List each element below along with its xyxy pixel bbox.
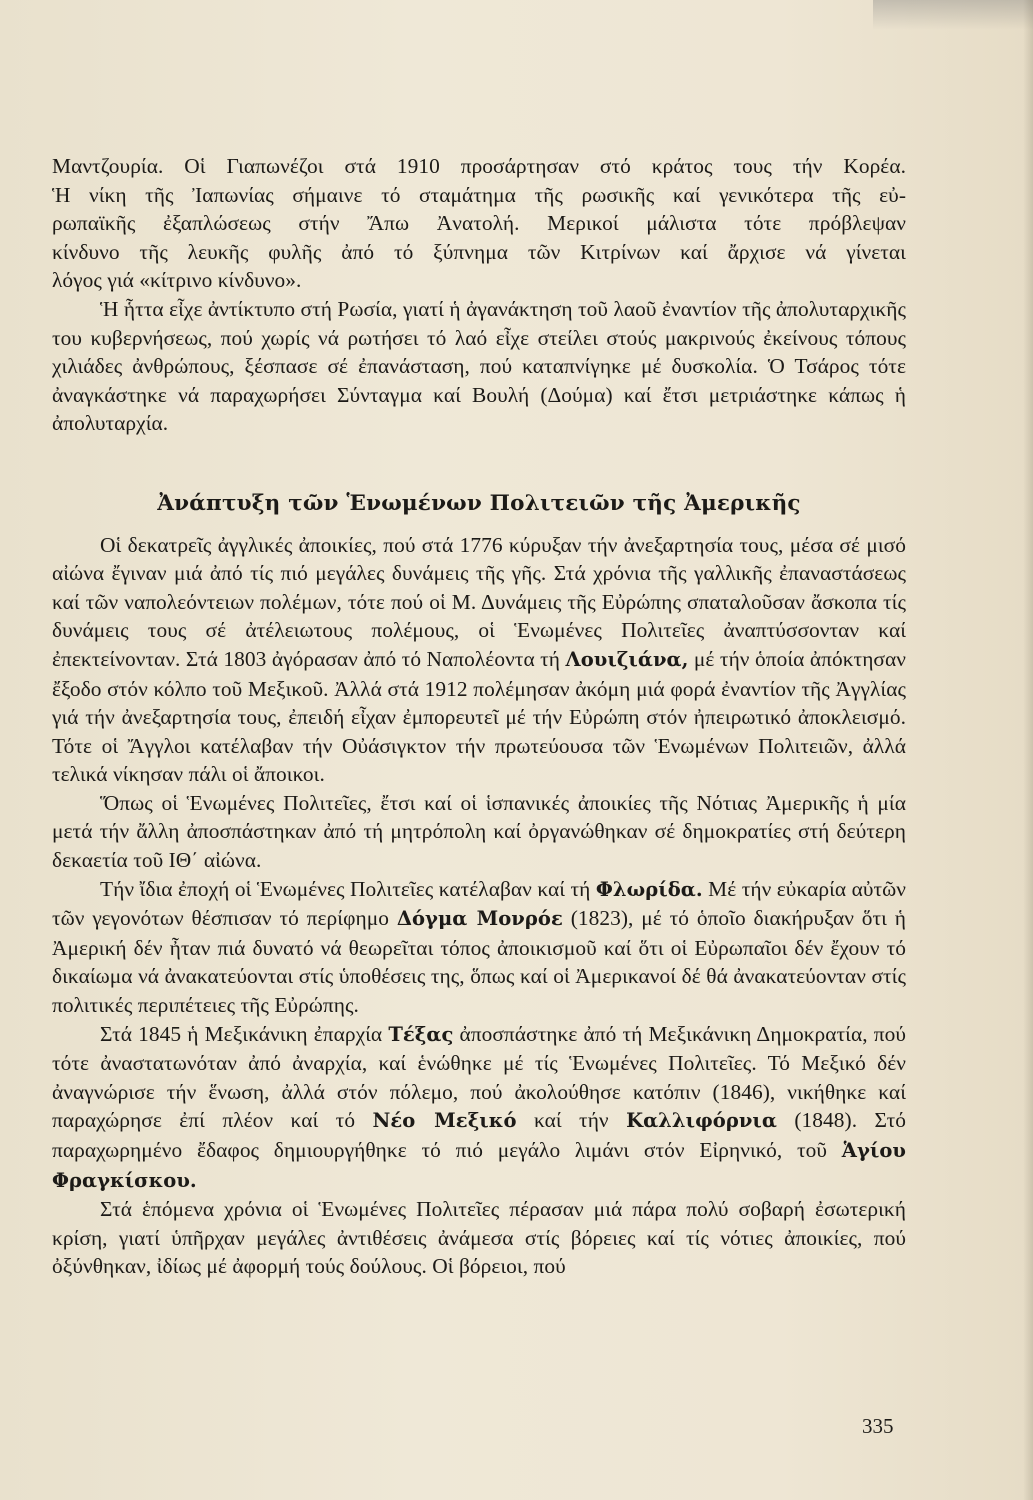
bold-term: Φλωρίδα. [595, 877, 703, 901]
main-text [52, 152, 906, 1281]
bold-term: Λουιζιάνα, [565, 647, 689, 671]
text-line: λόγος γιά «κίτρινο κίνδυνο». [52, 268, 302, 293]
page-edge [1023, 0, 1033, 1500]
paragraph-continued [52, 152, 906, 295]
text-run: μέ τήν ὁποία ἀπόκτησαν ἔξοδο στόν κόλπο τοῦ Μεξικοῦ. Ἀλλά στά 1912 πολέμησαν ἀκόμη μιά φορά ἐναντίον τῆς Ἀγγλίας γιά τήν ἀνεξαρτησία τους, ἐπειδή εἶχαν ἐμπορευτεῖ μέ τήν Εὐρώπη στόν ἠπειρωτικό ἀποκλεισμό. Τότε οἱ Ἄγγλοι κατέλαβαν τήν Οὐάσιγκτον τήν πρωτεύουσα τῶν Ἑνωμένων Πολιτειῶν, ἀλλά τελικά νίκησαν πάλι οἱ ἄποικοι. [52, 646, 906, 787]
text-run: Μέ τήν εὐκαρία αὐτῶν τῶν γεγονότων θέσπισαν τό περίφημο [52, 876, 906, 931]
text-run: ἀποσπάστηκε ἀπό τή Μεξικάνικη Δημοκρατία, πού τότε ἀναστατωνόταν ἀπό ἀναρχία, καί ἑνώθηκε μέ τίς Ἑνωμένες Πολιτεῖες. Τό Μεξικό δέν ἀναγνώρισε τήν ἕνωση, ἀλλά στόν πόλεμο, πού ἀκολούθησε κατόπιν (1846), νικήθηκε καί παραχώρησε ἐπί πλέον καί τό [52, 1021, 906, 1133]
paragraph: Στά ἑπόμενα χρόνια οἱ Ἑνωμένες Πολιτεῖες πέρασαν μιά πάρα πολύ σοβαρή ἐσωτερική κρίση, γιατί ὑπῆρχαν μεγάλες ἀντιθέσεις ἀνάμεσα στίς βόρειες καί τίς νότιες ἀποικίες, πού ὀξύνθηκαν, ἰδίως μέ ἀφορμή τούς δούλους. Οἱ βόρειοι, πού [52, 1197, 906, 1279]
text-run: (1848). Στό παραχωρημένο ἔδαφος δημιουργήθηκε τό πιό μεγάλο λιμάνι στόν Εἰρηνικό, τοῦ [52, 1108, 907, 1162]
text-run: (1823), μέ τό ὁποῖο διακήρυξαν ὅτι ἡ Ἀμερική δέν ἦταν πιά δυνατό νά θεωρεῖται τόπος ἀποικισμοῦ καί ὅτι οἱ Εὐρωπαῖοι δέν ἔχουν τό δικαίωμα νά ἀνακατεύονται στίς ὑποθέσεις της, ὅπως καί οἱ Ἀμερικανοί δέ θά ἀνακατεύονταν στίς πολιτικές περιπέτειες τῆς Εὐρώπης. [52, 906, 906, 1018]
paragraph [52, 875, 906, 1020]
bold-term: Καλλιφόρνια [626, 1109, 777, 1133]
bold-term: Τέξας [388, 1022, 454, 1046]
text-run: Οἱ δεκατρεῖς ἀγγλικές ἀποικίες, πού στά 1776 κύρυξαν τήν ἀνεξαρτησία τους, μέσα σέ μισό αἰώνα ἔγιναν μιά ἀπό τίς πιό μεγάλες δυνάμεις τῆς γῆς. Στά χρόνια τῆς γαλλικῆς ἐπαναστάσεως καί τῶν ναπολεόντειων πολέμων, τότε πού οἱ Μ. Δυνάμεις τῆς Εὐρώπης σπαταλοῦσαν ἄσκοπα τίς δυνάμεις τους σέ ἀτέλειωτους πολέμους, οἱ Ἑνωμένες Πολιτεῖες ἀναπτύσσονταν καί ἐπεκτείνονταν. Στά 1803 ἀγόρασαν ἀπό τό Ναπολέοντα τή [52, 532, 906, 671]
paragraph [52, 531, 906, 789]
text-line: ρωπαϊκῆς ἐξαπλώσεως στήν Ἄπω Ἀνατολή. Μερικοί μάλιστα τότε πρόβλεψαν [52, 211, 906, 236]
text-run: καί τήν [516, 1108, 627, 1133]
text-line: κίνδυνο τῆς λευκῆς φυλῆς ἀπό τό ξύπνημα τῶν Κιτρίνων καί ἄρχισε νά γίνεται [52, 239, 906, 264]
page-number: 335 [862, 1414, 894, 1438]
bold-term: Νέο Μεξικό [372, 1109, 517, 1133]
scan-shadow [873, 0, 1033, 30]
text-run: Τήν ἴδια ἐποχή οἱ Ἑνωμένες Πολιτεῖες κατέλαβαν καί τή [100, 876, 596, 901]
paragraph: Ὅπως οἱ Ἑνωμένες Πολιτεῖες, ἔτσι καί οἱ ἱσπανικές ἀποικίες τῆς Νότιας Ἀμερικῆς ἡ μία μετά τήν ἄλλη ἀποσπάστηκαν ἀπό τή μητρόπολη καί ὀργανώθηκαν σέ δημοκρατίες στή δεύτερη δεκαετία τοῦ ΙΘ΄ αἰώνα. [52, 790, 906, 873]
section-heading: Ἀνάπτυξη τῶν Ἑνωμένων Πολιτειῶν τῆς Ἀμερικῆς [157, 490, 801, 516]
paragraph: Ἡ ἧττα εἶχε ἀντίκτυπο στή Ρωσία, γιατί ἡ ἀγανάκτηση τοῦ λαοῦ ἐναντίον τῆς ἀπολυταρχικῆς του κυβερνήσεως, πού χωρίς νά ρωτήσει τό λαό εἶχε στείλει στούς μακρινούς ἐκείνους τόπους χιλιάδες ἀνθρώπους, ξέσπασε σέ ἐπανάσταση, πού καταπνίγηκε μέ δυσκολία. Ὁ Τσάρος τότε ἀναγκάστηκε νά παραχωρήσει Σύνταγμα καί Βουλή (Δούμα) καί ἔτσι μετριάστηκε κάπως ἡ ἀπολυταρχία. [52, 296, 906, 436]
bold-term: Δόγμα Μονρόε [396, 907, 563, 931]
text-run: Στά 1845 ἡ Μεξικάνικη ἐπαρχία [100, 1021, 389, 1046]
paragraph [52, 1020, 906, 1196]
bold-term: Ἁγίου Φραγκίσκου. [52, 1139, 906, 1192]
text-line: Μαντζουρία. Οἱ Γιαπωνέζοι στά 1910 προσάρτησαν στό κράτος τους τήν Κορέα. [52, 154, 906, 178]
text-line: Ἡ νίκη τῆς Ἰαπωνίας σήμαινε τό σταμάτημα τῆς ρωσικῆς καί γενικότερα τῆς εὐ- [52, 182, 906, 207]
